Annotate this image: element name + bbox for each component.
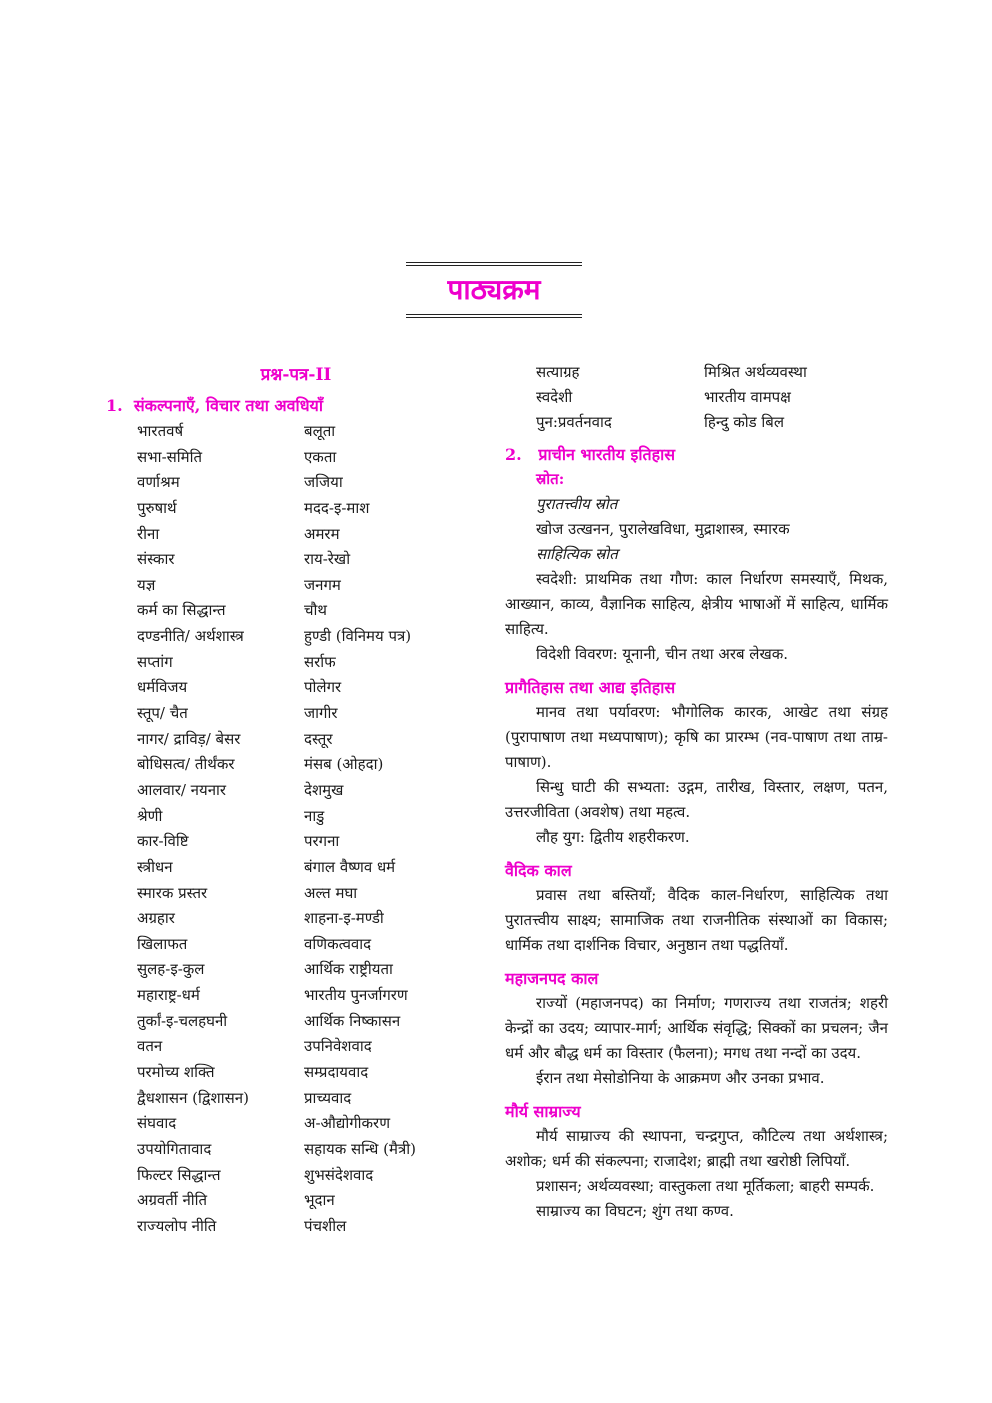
term-item: धर्मविजय xyxy=(137,678,188,697)
term-item: बलूता xyxy=(304,422,336,440)
foreign-sources-text: विदेशी विवरण: यूनानी, चीन तथा अरब लेखक. xyxy=(536,645,789,663)
term-item: आर्थिक राष्ट्रीयता xyxy=(304,960,393,979)
term-item: भारतवर्ष xyxy=(137,422,184,440)
term-item: शाहना-इ-मण्डी xyxy=(304,909,384,928)
term-item: सहायक सन्धि (मैत्री) xyxy=(304,1139,416,1158)
term-item: बोधिसत्व/ तीर्थंकर xyxy=(137,755,235,774)
term-item: अ-औद्योगीकरण xyxy=(304,1114,391,1133)
paper-heading: प्रश्न-पत्र-II xyxy=(260,365,332,385)
term-item: भारतीय वामपक्ष xyxy=(704,388,791,406)
term-item: द्वैधशासन (द्विशासन) xyxy=(137,1088,249,1107)
term-item: परमोच्य शक्ति xyxy=(137,1063,215,1082)
term-item: जनगम xyxy=(304,575,341,594)
term-item: पुन:प्रवर्तनवाद xyxy=(536,413,612,431)
subsection-heading: वैदिक काल xyxy=(505,861,572,880)
term-item: पुरुषार्थ xyxy=(137,498,177,517)
term-item: कार-विष्टि xyxy=(137,832,189,851)
term-item: अमरम xyxy=(304,524,340,543)
term-item: नाडु xyxy=(304,806,325,825)
term-item: संस्कार xyxy=(137,550,175,569)
term-item: देशमुख xyxy=(304,780,344,799)
term-item: आर्थिक निष्कासन xyxy=(304,1011,401,1030)
subsection-paragraph: ईरान तथा मेसोडोनिया के आक्रमण और उनका प्रभाव. xyxy=(536,1069,825,1087)
terms-list-right xyxy=(536,360,888,435)
term-item: तुर्कां-इ-चलहघनी xyxy=(137,1011,228,1030)
term-item: हुण्डी (विनिमय पत्र) xyxy=(304,627,412,646)
term-item: जजिया xyxy=(304,473,343,492)
term-item: मिश्रित अर्थव्यवस्था xyxy=(704,363,807,381)
section2-heading xyxy=(505,442,888,467)
term-item: सम्प्रदायवाद xyxy=(304,1063,369,1082)
term-item: वणिकत्ववाद xyxy=(304,934,372,953)
term-item: पोलेगर xyxy=(304,678,342,697)
subsection-paragraph: राज्यों (महाजनपद) का निर्माण; गणराज्य तथा राजतंत्र; शहरी केन्द्रों का उदय; व्यापार-मार्ग; आर्थिक संवृद्धि; सिक्कों का प्रचलन; जैन धर्म और बौद्ध धर्म का विस्तार (फैलना); मगध तथा नन्दों का उदय. xyxy=(505,994,888,1062)
term-item: खिलाफत xyxy=(137,934,188,953)
term-item: शुभसंदेशवाद xyxy=(304,1165,374,1184)
section1-heading xyxy=(106,394,323,416)
term-item: उपयोगितावाद xyxy=(137,1139,212,1158)
subsection-paragraph: मानव तथा पर्यावरण: भौगोलिक कारक, आखेट तथा संग्रह (पुरापाषाण तथा मध्यपाषाण); कृषि का प्रारम्भ (नव-पाषाण तथा ताम्र-पाषाण). xyxy=(505,703,888,771)
section-number: 1. xyxy=(106,396,123,415)
term-item: दस्तूर xyxy=(304,729,333,748)
right-column xyxy=(505,360,888,1224)
term-item: रीना xyxy=(137,524,160,543)
subsection-heading: मौर्य साम्राज्य xyxy=(505,1102,581,1121)
term-item: प्राच्यवाद xyxy=(304,1088,352,1107)
term-item: यज्ञ xyxy=(137,575,156,594)
subsection-paragraph: साम्राज्य का विघटन; शुंग तथा कण्व. xyxy=(536,1202,734,1220)
subsection-paragraph: मौर्य साम्राज्य की स्थापना, चन्द्रगुप्त, कौटिल्य तथा अर्थशास्त्र; अशोक; धर्म की संकल्पना; राजादेश; ब्राह्मी तथा खरोष्ठी लिपियाँ. xyxy=(505,1127,888,1170)
title-rule-bottom xyxy=(406,314,582,318)
terms-list-left xyxy=(137,419,484,1240)
term-item: राज्यलोप नीति xyxy=(137,1216,217,1235)
term-item: पंचशील xyxy=(304,1216,347,1235)
term-item: राय-रेखो xyxy=(304,550,351,569)
subsection-heading: महाजनपद काल xyxy=(505,969,599,988)
term-item: स्वदेशी xyxy=(536,388,573,406)
section-title: संकल्पनाएँ, विचार तथा अवधियाँ xyxy=(133,396,323,415)
subsections xyxy=(505,675,888,1224)
term-item: फिल्टर सिद्धान्त xyxy=(137,1165,221,1184)
term-item: भारतीय पुनर्जागरण xyxy=(304,986,408,1005)
term-item: वतन xyxy=(137,1037,163,1056)
term-item: सभा-समिति xyxy=(137,447,203,466)
term-item: परगना xyxy=(304,832,340,851)
subsection-paragraph: प्रशासन; अर्थव्यवस्था; वास्तुकला तथा मूर्तिकला; बाहरी सम्पर्क. xyxy=(536,1177,875,1195)
arch-sources-label: पुरातत्त्वीय स्रोत xyxy=(536,495,618,513)
term-item: संघवाद xyxy=(137,1114,177,1133)
page-title-block xyxy=(406,262,582,318)
term-item: अग्रवर्ती नीति xyxy=(137,1191,208,1210)
lit-sources-text: स्वदेशी: प्राथमिक तथा गौण: काल निर्धारण समस्याएँ, मिथक, आख्यान, काव्य, वैज्ञानिक साहित्य, क्षेत्रीय भाषाओं में साहित्य, धार्मिक साहित्य. xyxy=(505,570,888,638)
term-item: मदद-इ-माश xyxy=(304,498,370,517)
term-item: स्मारक प्रस्तर xyxy=(137,883,208,902)
section-title: प्राचीन भारतीय इतिहास xyxy=(538,445,676,464)
term-item: अग्रहार xyxy=(137,909,175,928)
term-item: सत्याग्रह xyxy=(536,363,580,381)
term-item: महाराष्ट्र-धर्म xyxy=(137,986,200,1005)
term-item: नागर/ द्राविड़/ बेसर xyxy=(137,729,241,748)
lit-sources-label: साहित्यिक स्रोत xyxy=(536,545,618,563)
sources-label: स्रोत: xyxy=(536,470,565,488)
term-item: भूदान xyxy=(304,1191,335,1210)
subsection-heading: प्रागैतिहास तथा आद्य इतिहास xyxy=(505,678,676,697)
term-item: स्तूप/ चैत xyxy=(137,704,188,723)
term-item: अल्त मघा xyxy=(304,883,358,902)
section-number: 2. xyxy=(505,445,522,464)
term-item: सप्तांग xyxy=(137,652,173,671)
term-item: आलवार/ नयनार xyxy=(137,780,227,799)
term-item: कर्म का सिद्धान्त xyxy=(137,601,226,620)
term-item: बंगाल वैष्णव धर्म xyxy=(304,857,396,876)
term-item: दण्डनीति/ अर्थशास्त्र xyxy=(137,627,244,646)
term-item: मंसब (ओहदा) xyxy=(304,755,384,774)
term-item: श्रेणी xyxy=(137,806,163,825)
term-item: जागीर xyxy=(304,704,338,723)
page-title: पाठ्यक्रम xyxy=(447,273,541,306)
subsection-paragraph: सिन्धु घाटी की सभ्यता: उद्गम, तारीख, विस्तार, लक्षण, पतन, उत्तरजीविता (अवशेष) तथा महत्व. xyxy=(505,778,888,821)
subsection-paragraph: लौह युग: द्वितीय शहरीकरण. xyxy=(536,828,690,846)
term-item: सर्राफ xyxy=(304,652,336,671)
term-item: उपनिवेशवाद xyxy=(304,1037,372,1056)
term-item: हिन्दु कोड बिल xyxy=(704,413,785,431)
subsection-paragraph: प्रवास तथा बस्तियाँ; वैदिक काल-निर्धारण, साहित्यिक तथा पुरातत्त्वीय साक्ष्य; सामाजिक तथा राजनीतिक संस्थाओं का विकास; धार्मिक तथा दार्शनिक विचार, अनुष्ठान तथा पद्धतियाँ. xyxy=(505,886,888,954)
arch-sources-text: खोज उत्खनन, पुरालेखविधा, मुद्राशास्त्र, स्मारक xyxy=(536,520,790,538)
term-item: वर्णाश्रम xyxy=(137,473,180,492)
term-item: स्त्रीधन xyxy=(137,857,173,876)
term-item: सुलह-इ-कुल xyxy=(137,960,205,979)
term-item: चौथ xyxy=(304,601,327,620)
term-item: एकता xyxy=(304,447,337,466)
